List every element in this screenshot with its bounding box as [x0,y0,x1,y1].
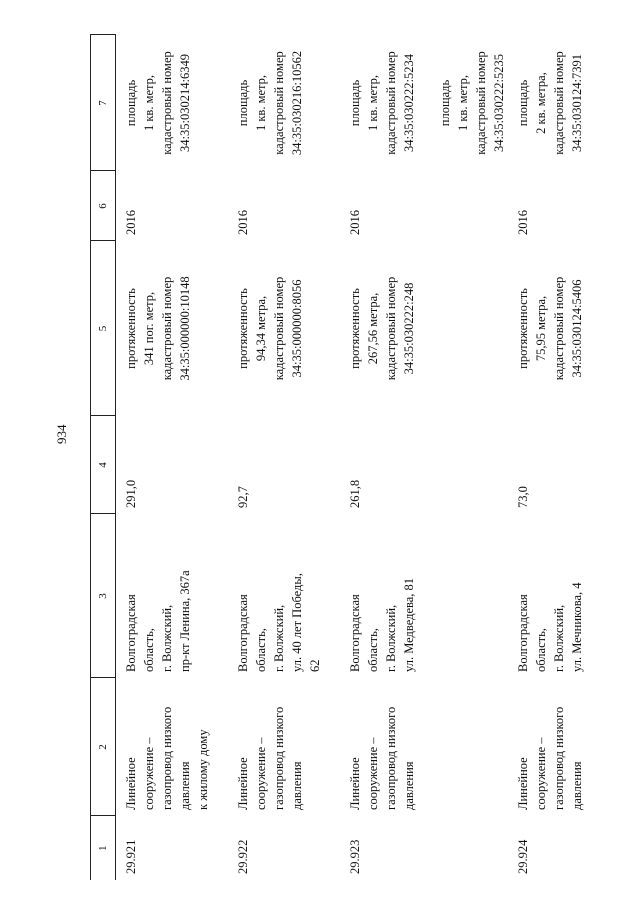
area-line: 34:35:030216:10562 [290,50,304,156]
object-name-line: Линейное [516,757,530,810]
object-name [116,678,229,816]
object-name-line: газопровод низкого [272,706,286,810]
object-name-line: сооружение – [142,737,156,810]
area-line: кадастровый номер [474,51,488,155]
length-line: 34:35:000000:10148 [178,276,192,381]
year-cell: 2016 [516,210,530,235]
address-line: Волгоградская [236,594,250,672]
length-line: протяженность [348,288,362,369]
length-line: 75,95 метра, [534,295,548,362]
object-name-line: сооружение – [254,737,268,810]
area-cadastral [116,35,229,171]
area-cadastral [508,35,620,171]
area-line: площадь [236,79,250,127]
area-line: площадь [438,79,452,127]
object-name-line: давления [570,761,584,810]
object-name-line: Линейное [236,757,250,810]
row-number: 29.923 [348,839,362,874]
length-line: протяженность [516,288,530,369]
area-line: площадь [124,79,138,127]
area-line: 34:35:030124:7391 [570,54,584,152]
length-line: 34:35:030222:248 [402,282,416,375]
address-line: область, [534,628,548,672]
object-name [508,678,620,816]
table-row [508,35,620,880]
table-row [228,35,340,880]
address-line: ул. 40 лет Победы, [290,573,304,672]
column-header-1: 1 [91,816,116,880]
object-address [340,514,508,678]
address-line: ул. Медведева, 81 [402,577,416,672]
area-line: площадь [348,79,362,127]
property-table [90,35,620,881]
object-name-line: сооружение – [534,737,548,810]
area-line: 34:35:030222:5234 [402,54,416,152]
address-line: область, [254,628,268,672]
address-line: ул. Мечникова, 4 [570,582,584,672]
length-cadastral [228,241,340,416]
area-line: площадь [516,79,530,127]
row-number: 29.924 [516,839,530,874]
object-name-line: газопровод низкого [552,706,566,810]
address-line: г. Волжский, [272,604,286,672]
address-line: Волгоградская [348,594,362,672]
area-line: 2 кв. метра, [534,72,548,134]
length-cadastral [340,241,508,416]
row-number: 29.921 [124,839,138,874]
object-name-line: Линейное [124,757,138,810]
address-line: Волгоградская [124,594,138,672]
year-cell: 2016 [124,210,138,235]
column-number-row [91,35,116,880]
area-line: 1 кв. метр, [456,74,470,132]
area-line: кадастровый номер [272,51,286,155]
value-cell: 92,7 [236,486,250,508]
object-name-line: сооружение – [366,737,380,810]
year-cell: 2016 [348,210,362,235]
object-name-line: давления [178,761,192,810]
area-line: 1 кв. метр, [254,74,268,132]
length-line: кадастровый номер [552,276,566,381]
area-line: 1 кв. метр, [366,74,380,132]
address-line: 62 [308,659,322,672]
value-cell: 291,0 [124,479,138,508]
object-name [228,678,340,816]
area-line: кадастровый номер [552,51,566,155]
object-address [228,514,340,678]
object-name-line: газопровод низкого [384,706,398,810]
value-cell: 261,8 [348,479,362,508]
table-row [340,35,508,880]
object-address [116,514,229,678]
table-row [116,35,229,880]
length-line: кадастровый номер [272,276,286,381]
length-line: 94,34 метра, [254,295,268,362]
area-cadastral [228,35,340,171]
length-line: протяженность [124,288,138,369]
column-header-4: 4 [91,416,116,514]
area-line: кадастровый номер [384,51,398,155]
page-number: 934 [54,424,69,444]
column-header-2: 2 [91,678,116,816]
object-name-line: газопровод низкого [160,706,174,810]
length-cadastral [508,241,620,416]
area-line: 34:35:030214:6349 [178,54,192,152]
area-cadastral [340,35,508,171]
length-line: 34:35:000000:8056 [290,279,304,378]
object-name-line: давления [402,761,416,810]
area-line: 1 кв. метр, [142,74,156,132]
object-name-line: Линейное [348,757,362,810]
spacer [418,35,436,171]
property-table-wrapper [90,35,600,880]
length-line: 267,56 метра, [366,292,380,365]
column-header-5: 5 [91,241,116,416]
object-name [340,678,508,816]
address-line: пр-кт Ленина, 367а [178,570,192,672]
address-line: г. Волжский, [384,604,398,672]
column-header-3: 3 [91,514,116,678]
length-line: протяженность [236,288,250,369]
area-line: 34:35:030222:5235 [492,54,506,152]
address-line: г. Волжский, [160,604,174,672]
object-name-line: давления [290,761,304,810]
length-line: 341 пог. метр, [142,291,156,366]
column-header-7: 7 [91,35,116,171]
value-cell: 73,0 [516,486,530,508]
address-line: г. Волжский, [552,604,566,672]
length-line: 34:35:030124:5406 [570,279,584,378]
address-line: область, [366,628,380,672]
length-line: кадастровый номер [160,276,174,381]
address-line: Волгоградская [516,594,530,672]
address-line: область, [142,628,156,672]
area-line: кадастровый номер [160,51,174,155]
column-header-6: 6 [91,171,116,241]
object-name-line: к жилому дому [196,729,210,810]
length-line: кадастровый номер [384,276,398,381]
object-address [508,514,620,678]
length-cadastral [116,241,229,416]
year-cell: 2016 [236,210,250,235]
row-number: 29.922 [236,839,250,874]
table-body [116,35,621,880]
